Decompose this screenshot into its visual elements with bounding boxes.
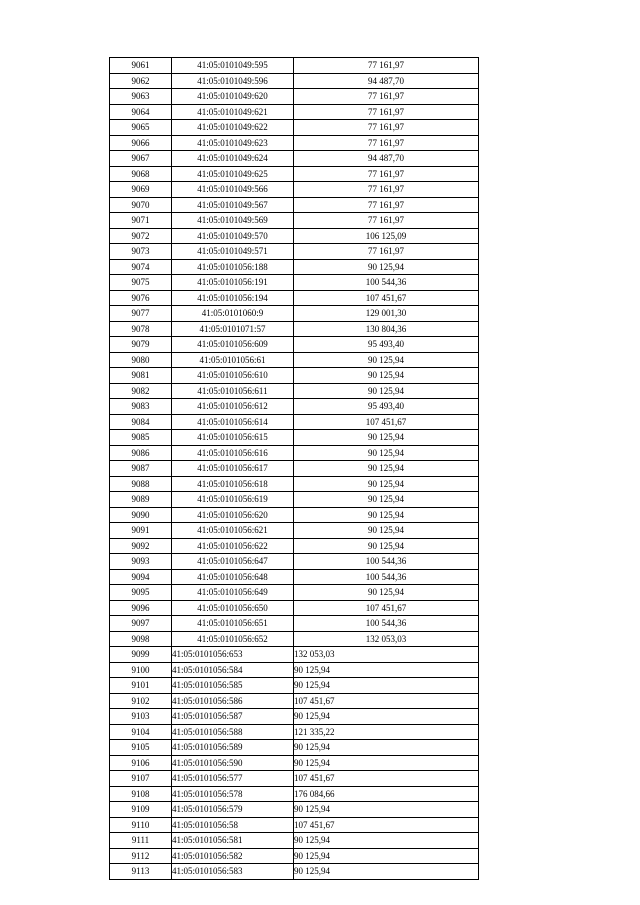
cadastral-number-cell: 41:05:0101056:618: [172, 476, 294, 492]
table-row: [110, 151, 479, 167]
cadastral-value-cell: 90 125,94: [294, 523, 479, 539]
cadastral-number-cell: 41:05:0101056:590: [172, 755, 294, 771]
row-number-cell: 9093: [110, 554, 172, 570]
cadastral-value-cell: 100 544,36: [294, 569, 479, 585]
cadastral-number-cell: 41:05:0101049:571: [172, 244, 294, 260]
table-row: [110, 259, 479, 275]
cadastral-number-cell: 41:05:0101056:620: [172, 507, 294, 523]
cadastral-number-cell: 41:05:0101049:596: [172, 73, 294, 89]
table-row: [110, 476, 479, 492]
cadastral-value-cell: 132 053,03: [294, 631, 479, 647]
table-row: [110, 709, 479, 725]
row-number-cell: 9113: [110, 864, 172, 880]
cadastral-number-cell: 41:05:0101056:587: [172, 709, 294, 725]
cadastral-value-cell: 107 451,67: [294, 693, 479, 709]
table-row: [110, 647, 479, 663]
cadastral-number-cell: 41:05:0101071:57: [172, 321, 294, 337]
row-number-cell: 9078: [110, 321, 172, 337]
cadastral-value-cell: 90 125,94: [294, 678, 479, 694]
table-row: [110, 244, 479, 260]
row-number-cell: 9072: [110, 228, 172, 244]
row-number-cell: 9062: [110, 73, 172, 89]
cadastral-number-cell: 41:05:0101056:194: [172, 290, 294, 306]
row-number-cell: 9101: [110, 678, 172, 694]
table-row: [110, 414, 479, 430]
cadastral-value-cell: 77 161,97: [294, 135, 479, 151]
cadastral-value-cell: 77 161,97: [294, 120, 479, 136]
table-row: [110, 569, 479, 585]
cadastral-number-cell: 41:05:0101056:581: [172, 833, 294, 849]
table-row: [110, 600, 479, 616]
cadastral-number-cell: 41:05:0101056:58: [172, 817, 294, 833]
row-number-cell: 9084: [110, 414, 172, 430]
table-row: [110, 445, 479, 461]
cadastral-number-cell: 41:05:0101056:577: [172, 771, 294, 787]
table-row: [110, 724, 479, 740]
cadastral-number-cell: 41:05:0101056:588: [172, 724, 294, 740]
row-number-cell: 9100: [110, 662, 172, 678]
row-number-cell: 9092: [110, 538, 172, 554]
row-number-cell: 9066: [110, 135, 172, 151]
cadastral-value-cell: 100 544,36: [294, 275, 479, 291]
cadastral-value-cell: 90 125,94: [294, 492, 479, 508]
cadastral-value-cell: 90 125,94: [294, 662, 479, 678]
table-row: [110, 275, 479, 291]
table-row: [110, 538, 479, 554]
table-row: [110, 368, 479, 384]
row-number-cell: 9083: [110, 399, 172, 415]
cadastral-value-cell: 90 125,94: [294, 755, 479, 771]
cadastral-value-cell: 77 161,97: [294, 244, 479, 260]
row-number-cell: 9068: [110, 166, 172, 182]
row-number-cell: 9099: [110, 647, 172, 663]
cadastral-value-cell: 90 125,94: [294, 709, 479, 725]
row-number-cell: 9061: [110, 58, 172, 74]
row-number-cell: 9069: [110, 182, 172, 198]
table-row: [110, 585, 479, 601]
row-number-cell: 9107: [110, 771, 172, 787]
table-row: [110, 848, 479, 864]
cadastral-number-cell: 41:05:0101049:623: [172, 135, 294, 151]
cadastral-number-cell: 41:05:0101049:567: [172, 197, 294, 213]
cadastral-value-cell: 77 161,97: [294, 213, 479, 229]
cadastral-value-cell: 77 161,97: [294, 89, 479, 105]
cadastral-number-cell: 41:05:0101056:652: [172, 631, 294, 647]
cadastral-number-cell: 41:05:0101056:621: [172, 523, 294, 539]
table-row: [110, 507, 479, 523]
cadastral-number-cell: 41:05:0101056:615: [172, 430, 294, 446]
row-number-cell: 9106: [110, 755, 172, 771]
cadastral-number-cell: 41:05:0101056:617: [172, 461, 294, 477]
table-row: [110, 73, 479, 89]
cadastral-number-cell: 41:05:0101056:648: [172, 569, 294, 585]
cadastral-number-cell: 41:05:0101049:625: [172, 166, 294, 182]
row-number-cell: 9087: [110, 461, 172, 477]
cadastral-number-cell: 41:05:0101049:621: [172, 104, 294, 120]
row-number-cell: 9081: [110, 368, 172, 384]
row-number-cell: 9067: [110, 151, 172, 167]
row-number-cell: 9103: [110, 709, 172, 725]
table-row: [110, 58, 479, 74]
cadastral-value-cell: 77 161,97: [294, 58, 479, 74]
cadastral-number-cell: 41:05:0101056:585: [172, 678, 294, 694]
table-row: [110, 616, 479, 632]
cadastral-number-cell: 41:05:0101056:582: [172, 848, 294, 864]
table-row: [110, 662, 479, 678]
row-number-cell: 9086: [110, 445, 172, 461]
row-number-cell: 9071: [110, 213, 172, 229]
row-number-cell: 9104: [110, 724, 172, 740]
cadastral-value-cell: 129 001,30: [294, 306, 479, 322]
cadastral-value-cell: 121 335,22: [294, 724, 479, 740]
row-number-cell: 9108: [110, 786, 172, 802]
row-number-cell: 9075: [110, 275, 172, 291]
cadastral-number-cell: 41:05:0101056:583: [172, 864, 294, 880]
cadastral-value-cell: 90 125,94: [294, 507, 479, 523]
cadastral-number-cell: 41:05:0101056:616: [172, 445, 294, 461]
cadastral-number-cell: 41:05:0101056:619: [172, 492, 294, 508]
cadastral-value-cell: 77 161,97: [294, 166, 479, 182]
row-number-cell: 9095: [110, 585, 172, 601]
cadastral-value-cell: 94 487,70: [294, 151, 479, 167]
cadastral-number-cell: 41:05:0101056:622: [172, 538, 294, 554]
cadastral-number-cell: 41:05:0101049:595: [172, 58, 294, 74]
cadastral-value-cell: 90 125,94: [294, 352, 479, 368]
cadastral-number-cell: 41:05:0101056:653: [172, 647, 294, 663]
row-number-cell: 9063: [110, 89, 172, 105]
row-number-cell: 9096: [110, 600, 172, 616]
cadastral-value-table: [109, 57, 479, 880]
cadastral-number-cell: 41:05:0101056:191: [172, 275, 294, 291]
table-row: [110, 786, 479, 802]
cadastral-number-cell: 41:05:0101056:61: [172, 352, 294, 368]
table-row: [110, 631, 479, 647]
cadastral-value-cell: 90 125,94: [294, 538, 479, 554]
row-number-cell: 9089: [110, 492, 172, 508]
cadastral-number-cell: 41:05:0101056:584: [172, 662, 294, 678]
row-number-cell: 9073: [110, 244, 172, 260]
table-row: [110, 306, 479, 322]
table-row: [110, 104, 479, 120]
row-number-cell: 9088: [110, 476, 172, 492]
row-number-cell: 9080: [110, 352, 172, 368]
table-row: [110, 135, 479, 151]
cadastral-value-cell: 100 544,36: [294, 554, 479, 570]
row-number-cell: 9079: [110, 337, 172, 353]
cadastral-value-cell: 90 125,94: [294, 461, 479, 477]
cadastral-value-cell: 94 487,70: [294, 73, 479, 89]
row-number-cell: 9070: [110, 197, 172, 213]
cadastral-value-cell: 90 125,94: [294, 476, 479, 492]
table-row: [110, 802, 479, 818]
table-row: [110, 523, 479, 539]
cadastral-value-cell: 107 451,67: [294, 771, 479, 787]
cadastral-number-cell: 41:05:0101056:188: [172, 259, 294, 275]
cadastral-value-cell: 90 125,94: [294, 802, 479, 818]
cadastral-value-cell: 90 125,94: [294, 430, 479, 446]
table-row: [110, 182, 479, 198]
cadastral-value-cell: 130 804,36: [294, 321, 479, 337]
table-row: [110, 833, 479, 849]
cadastral-number-cell: 41:05:0101056:611: [172, 383, 294, 399]
cadastral-value-cell: 90 125,94: [294, 368, 479, 384]
row-number-cell: 9091: [110, 523, 172, 539]
cadastral-number-cell: 41:05:0101049:570: [172, 228, 294, 244]
cadastral-number-cell: 41:05:0101049:624: [172, 151, 294, 167]
cadastral-number-cell: 41:05:0101056:651: [172, 616, 294, 632]
cadastral-number-cell: 41:05:0101056:610: [172, 368, 294, 384]
cadastral-value-cell: 90 125,94: [294, 383, 479, 399]
table-row: [110, 771, 479, 787]
cadastral-value-cell: 95 493,40: [294, 337, 479, 353]
cadastral-value-cell: 90 125,94: [294, 833, 479, 849]
row-number-cell: 9105: [110, 740, 172, 756]
table-row: [110, 89, 479, 105]
cadastral-value-cell: 77 161,97: [294, 182, 479, 198]
cadastral-number-cell: 41:05:0101049:566: [172, 182, 294, 198]
cadastral-number-cell: 41:05:0101056:586: [172, 693, 294, 709]
table-row: [110, 461, 479, 477]
table-row: [110, 166, 479, 182]
cadastral-number-cell: 41:05:0101056:650: [172, 600, 294, 616]
row-number-cell: 9064: [110, 104, 172, 120]
table-row: [110, 554, 479, 570]
row-number-cell: 9109: [110, 802, 172, 818]
table-row: [110, 740, 479, 756]
row-number-cell: 9111: [110, 833, 172, 849]
cadastral-value-cell: 107 451,67: [294, 817, 479, 833]
cadastral-value-cell: 77 161,97: [294, 197, 479, 213]
table-row: [110, 399, 479, 415]
table-row: [110, 693, 479, 709]
cadastral-value-cell: 90 125,94: [294, 740, 479, 756]
cadastral-value-cell: 90 125,94: [294, 848, 479, 864]
cadastral-value-cell: 100 544,36: [294, 616, 479, 632]
cadastral-number-cell: 41:05:0101060:9: [172, 306, 294, 322]
cadastral-value-cell: 107 451,67: [294, 600, 479, 616]
cadastral-value-cell: 90 125,94: [294, 585, 479, 601]
cadastral-number-cell: 41:05:0101056:649: [172, 585, 294, 601]
table-row: [110, 213, 479, 229]
table-body: [110, 58, 479, 880]
cadastral-value-cell: 90 125,94: [294, 445, 479, 461]
cadastral-value-cell: 107 451,67: [294, 414, 479, 430]
cadastral-value-cell: 77 161,97: [294, 104, 479, 120]
row-number-cell: 9098: [110, 631, 172, 647]
table-row: [110, 817, 479, 833]
table-row: [110, 197, 479, 213]
row-number-cell: 9082: [110, 383, 172, 399]
cadastral-value-cell: 176 084,66: [294, 786, 479, 802]
table-row: [110, 352, 479, 368]
row-number-cell: 9065: [110, 120, 172, 136]
row-number-cell: 9112: [110, 848, 172, 864]
cadastral-number-cell: 41:05:0101056:647: [172, 554, 294, 570]
table-row: [110, 290, 479, 306]
cadastral-value-cell: 90 125,94: [294, 864, 479, 880]
row-number-cell: 9085: [110, 430, 172, 446]
row-number-cell: 9074: [110, 259, 172, 275]
row-number-cell: 9077: [110, 306, 172, 322]
cadastral-number-cell: 41:05:0101056:609: [172, 337, 294, 353]
cadastral-value-cell: 106 125,09: [294, 228, 479, 244]
cadastral-number-cell: 41:05:0101056:578: [172, 786, 294, 802]
table-row: [110, 755, 479, 771]
row-number-cell: 9102: [110, 693, 172, 709]
cadastral-number-cell: 41:05:0101049:620: [172, 89, 294, 105]
cadastral-number-cell: 41:05:0101056:612: [172, 399, 294, 415]
table-row: [110, 337, 479, 353]
row-number-cell: 9097: [110, 616, 172, 632]
table-row: [110, 430, 479, 446]
cadastral-number-cell: 41:05:0101049:622: [172, 120, 294, 136]
cadastral-value-cell: 90 125,94: [294, 259, 479, 275]
cadastral-number-cell: 41:05:0101049:569: [172, 213, 294, 229]
table-row: [110, 228, 479, 244]
cadastral-number-cell: 41:05:0101056:589: [172, 740, 294, 756]
table-row: [110, 383, 479, 399]
cadastral-value-cell: 95 493,40: [294, 399, 479, 415]
table-row: [110, 321, 479, 337]
row-number-cell: 9090: [110, 507, 172, 523]
row-number-cell: 9076: [110, 290, 172, 306]
row-number-cell: 9094: [110, 569, 172, 585]
cadastral-number-cell: 41:05:0101056:614: [172, 414, 294, 430]
table-row: [110, 492, 479, 508]
cadastral-value-cell: 132 053,03: [294, 647, 479, 663]
row-number-cell: 9110: [110, 817, 172, 833]
table-row: [110, 120, 479, 136]
table-row: [110, 678, 479, 694]
cadastral-number-cell: 41:05:0101056:579: [172, 802, 294, 818]
table-row: [110, 864, 479, 880]
cadastral-value-cell: 107 451,67: [294, 290, 479, 306]
